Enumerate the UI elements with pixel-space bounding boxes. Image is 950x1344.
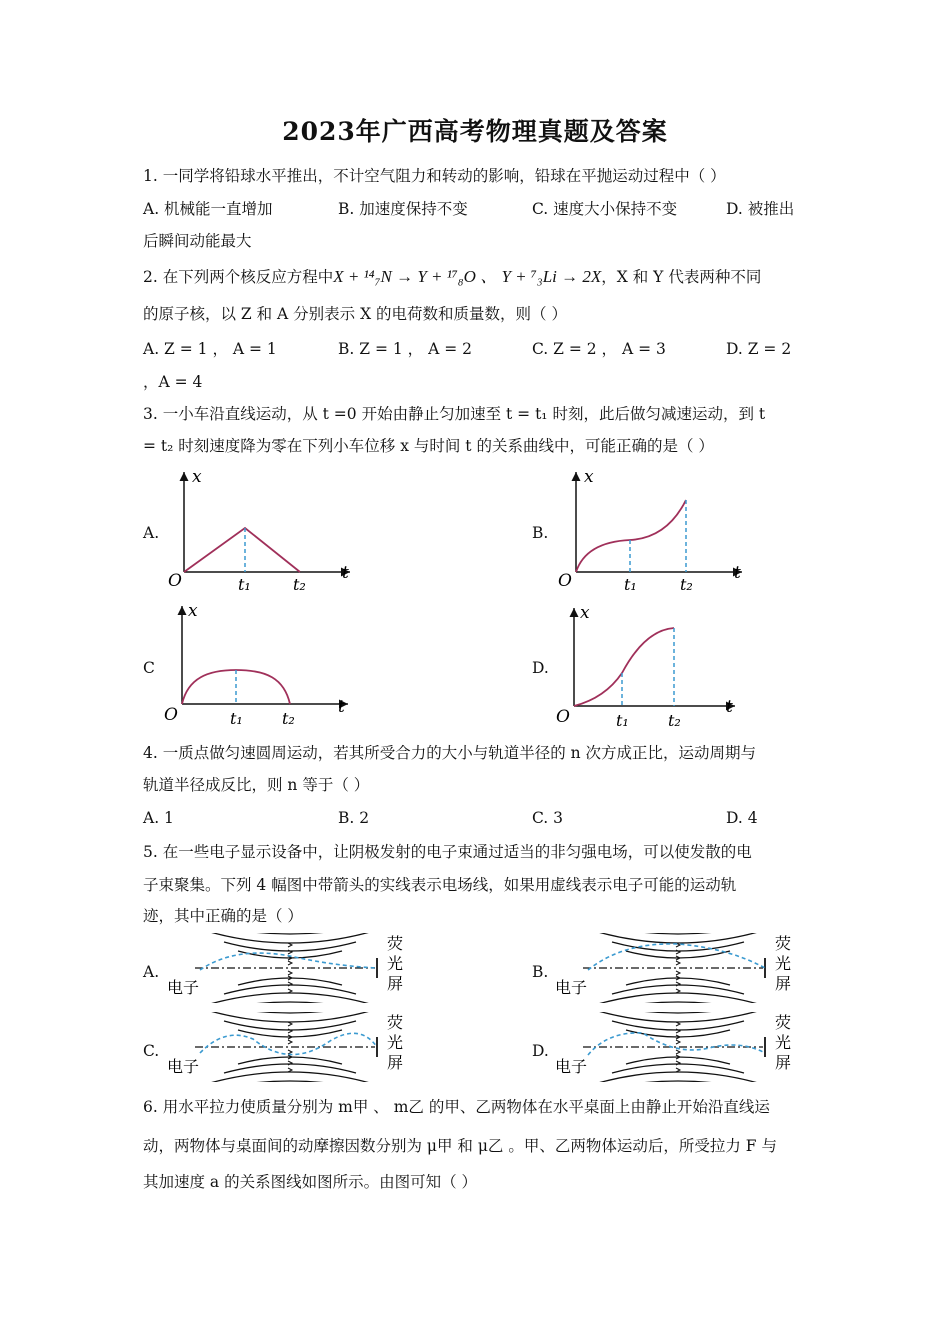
screen-label-char: 光: [387, 1033, 404, 1052]
t-label: t: [726, 697, 733, 717]
q1-stem: 1. 一同学将铅球水平推出，不计空气阻力和转动的影响，铅球在平抛运动过程中（ ）: [143, 167, 726, 185]
q1-option-d: D. 被推出: [726, 200, 795, 218]
q1-option-b: B. 加速度保持不变: [338, 200, 468, 218]
q2-equation: X + ¹⁴₇N → Y + ¹⁷₈O 、 Y + ⁷₃Li → 2X: [333, 267, 602, 286]
q3-option-d: D.: [532, 659, 549, 677]
x-label: x: [580, 603, 590, 623]
q4-option-c: C. 3: [532, 809, 564, 827]
field-arrow: [288, 961, 292, 965]
q6-stem-line1: 6. 用水平拉力使质量分别为 m甲 、 m乙 的甲、乙两物体在水平桌面上由静止开始沿直线运: [143, 1098, 770, 1116]
q5-stem-line3: 迹，其中正确的是（ ）: [143, 907, 303, 925]
field-arrow: [676, 971, 680, 975]
origin-label: O: [168, 571, 182, 591]
origin-label: O: [556, 707, 570, 727]
q2-option-a: A. Z = 1 ， A = 1: [143, 340, 277, 358]
q5-stem-line2: 子束聚集。下列 4 幅图中带箭头的实线表示电场线，如果用虚线表示电子可能的运动轨: [143, 876, 737, 894]
field-arrow: [288, 971, 292, 975]
screen-label-char: 荧: [775, 934, 792, 953]
screen-label-char: 光: [775, 954, 792, 973]
electron-label: 电子: [555, 978, 588, 997]
q5-diagram-d: [553, 1012, 803, 1082]
t1-label: t₁: [238, 575, 251, 594]
field-line: [584, 933, 772, 934]
q3-stem-line1: 3. 一小车沿直线运动，从 t =0 开始由静止匀加速至 t = t₁ 时刻，此后做匀减速运动，到 t: [143, 405, 766, 423]
t1-label: t₁: [624, 575, 637, 594]
screen-label-char: 光: [775, 1033, 792, 1052]
field-line: [196, 1012, 384, 1013]
q2-option-d: D. Z = 2: [726, 340, 792, 358]
screen-label-char: 荧: [387, 1013, 404, 1032]
curve: [576, 500, 686, 572]
origin-label: O: [558, 571, 572, 591]
curve: [574, 628, 674, 706]
q5-diagram-a: [165, 933, 415, 1003]
q5-diagram-c: [165, 1012, 415, 1082]
q6-stem-line2: 动，两物体与桌面间的动摩擦因数分别为 μ甲 和 μ乙 。甲、乙两物体运动后，所受拉力 F 与: [143, 1137, 777, 1155]
q3-graph-c: [158, 598, 358, 733]
q5-option-b: B.: [532, 963, 549, 981]
electron-label: 电子: [167, 1057, 200, 1076]
q1-option-d-cont: 后瞬间动能最大: [143, 232, 252, 250]
q2-stem-b: ，X 和 Y 代表两种不同: [601, 268, 762, 286]
q4-stem-line1: 4. 一质点做匀速圆周运动，若其所受合力的大小与轨道半径的 n 次方成正比，运动周期与: [143, 744, 757, 762]
q2-option-d-cont: ，A = 4: [143, 373, 203, 391]
electron-trajectory: [588, 944, 765, 970]
origin-label: O: [164, 705, 178, 725]
page-title: 2023年广西高考物理真题及答案: [282, 117, 668, 146]
q3-option-a: A.: [143, 524, 160, 542]
t2-label: t₂: [282, 709, 295, 728]
q4-option-a: A. 1: [143, 809, 174, 827]
q1-option-c: C. 速度大小保持不变: [532, 200, 678, 218]
x-label: x: [584, 467, 594, 487]
q4-option-d: D. 4: [726, 809, 758, 827]
q2-stem-line2: 的原子核，以 Z 和 A 分别表示 X 的电荷数和质量数，则（ ）: [143, 305, 567, 323]
screen-label-char: 屏: [387, 1053, 404, 1072]
screen-label-char: 屏: [775, 1053, 792, 1072]
q3-graph-b: [552, 462, 752, 597]
field-line: [584, 1002, 772, 1003]
q3-graph-a: [160, 462, 360, 597]
screen-label-char: 屏: [775, 974, 792, 993]
screen-label-char: 荧: [775, 1013, 792, 1032]
q3-stem-line2: = t₂ 时刻速度降为零在下列小车位移 x 与时间 t 的关系曲线中，可能正确的是（ ）: [143, 437, 714, 455]
q4-option-b: B. 2: [338, 809, 370, 827]
t-label: t: [338, 697, 345, 717]
field-line: [196, 1002, 384, 1003]
t-label: t: [342, 563, 349, 583]
q5-option-d: D.: [532, 1042, 549, 1060]
field-line: [584, 1081, 772, 1082]
q2-option-c: C. Z = 2 ， A = 3: [532, 340, 666, 358]
t-label: t: [734, 563, 741, 583]
q4-stem-line2: 轨道半径成反比，则 n 等于（ ）: [143, 776, 370, 794]
field-arrow: [676, 961, 680, 965]
t2-label: t₂: [668, 711, 681, 730]
field-line: [196, 933, 384, 934]
screen-label-char: 光: [387, 954, 404, 973]
t1-label: t₁: [616, 711, 629, 730]
field-arrow: [288, 1050, 292, 1054]
screen-label-char: 荧: [387, 934, 404, 953]
x-label: x: [188, 601, 198, 621]
electron-label: 电子: [555, 1057, 588, 1076]
screen-label-char: 屏: [387, 974, 404, 993]
field-line: [584, 1012, 772, 1013]
t2-label: t₂: [293, 575, 306, 594]
q5-stem-line1: 5. 在一些电子显示设备中，让阴极发射的电子束通过适当的非匀强电场，可以使发散的电: [143, 843, 752, 861]
q5-option-a: A.: [143, 963, 160, 981]
t1-label: t₁: [230, 709, 243, 728]
q5-option-c: C.: [143, 1042, 160, 1060]
q1-option-a: A. 机械能一直增加: [143, 200, 273, 218]
q2-stem: [143, 266, 761, 288]
q2-stem-a: 2. 在下列两个核反应方程中: [143, 268, 334, 286]
curve: [184, 528, 300, 572]
q2-option-b: B. Z = 1 ， A = 2: [338, 340, 472, 358]
q5-diagram-b: [553, 933, 803, 1003]
electron-label: 电子: [167, 978, 200, 997]
q3-option-b: B.: [532, 524, 549, 542]
field-arrow: [676, 1040, 680, 1044]
field-arrow: [288, 1040, 292, 1044]
field-line: [196, 1081, 384, 1082]
field-arrow: [676, 1050, 680, 1054]
q3-graph-d: [550, 598, 750, 733]
q3-option-c: C: [143, 659, 155, 677]
t2-label: t₂: [680, 575, 693, 594]
q6-stem-line3: 其加速度 a 的关系图线如图所示。由图可知（ ）: [143, 1173, 478, 1191]
x-label: x: [192, 467, 202, 487]
